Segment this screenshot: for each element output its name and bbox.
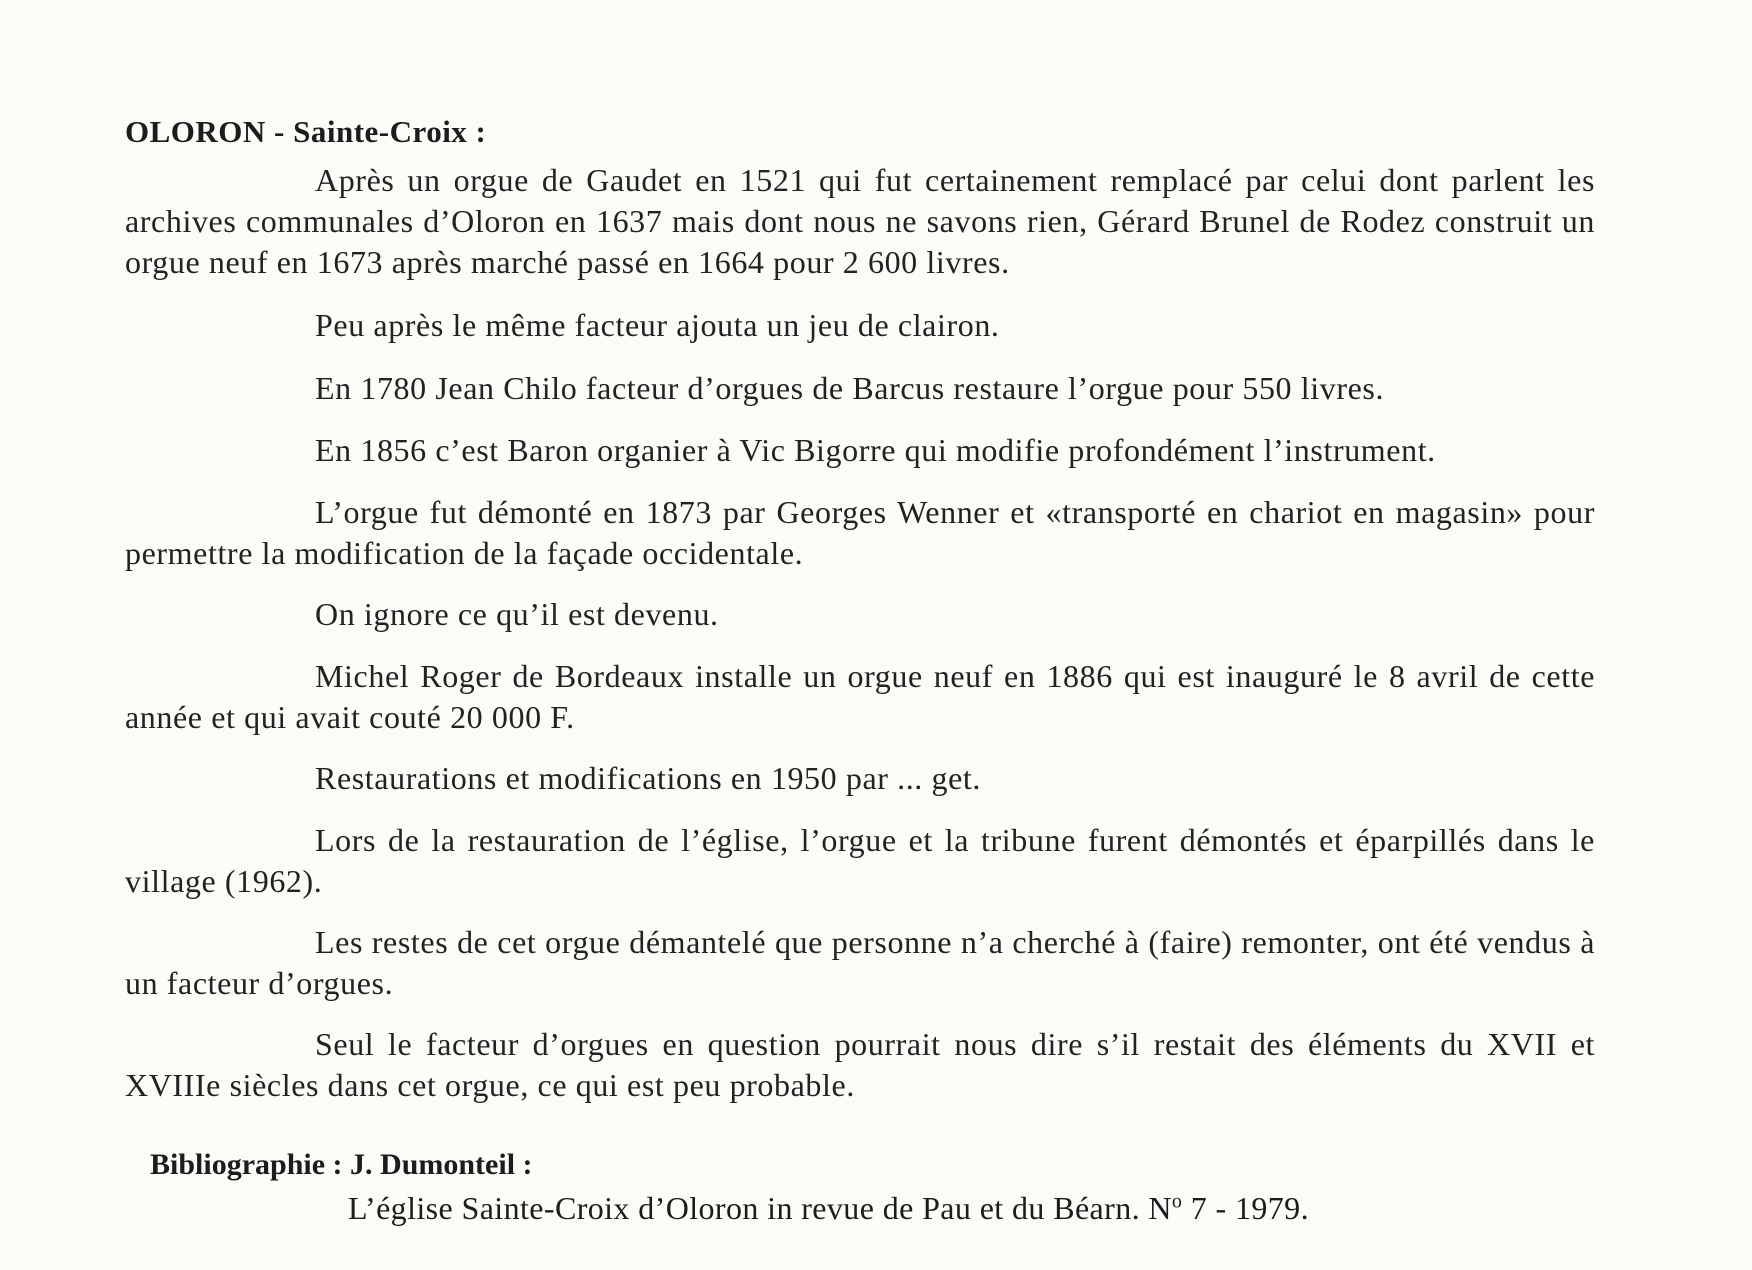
paragraph-4: En 1856 c’est Baron organier à Vic Bigorre qui modifie profondément l’instrument. xyxy=(315,432,1436,468)
bibliography-label: Bibliographie : J. Dumonteil : xyxy=(150,1148,533,1181)
bibliography-reference-text: L’église Sainte-Croix d’Oloron in revue de Pau et du Béarn. N xyxy=(348,1190,1172,1226)
paragraph-6: On ignore ce qu’il est devenu. xyxy=(315,596,719,632)
paragraph-10: Les restes de cet orgue démantelé que personne n’a cherché à (faire) remonter, ont été vendus à un facteur d’orgues. xyxy=(125,924,1595,1001)
paragraph-3: En 1780 Jean Chilo facteur d’orgues de Barcus restaure l’orgue pour 550 livres. xyxy=(315,370,1385,406)
paragraph-11: Seul le facteur d’orgues en question pourrait nous dire s’il restait des éléments du XVII et XVIIIe siècles dans cet orgue, ce qui est peu probable. xyxy=(125,1026,1595,1103)
page-title: OLORON - Sainte-Croix : xyxy=(125,114,487,149)
paragraph-5: L’orgue fut démonté en 1873 par Georges Wenner et «transporté en chariot en magasin» pour permettre la modification de la façade occidentale. xyxy=(125,494,1595,571)
paragraph-7: Michel Roger de Bordeaux installe un orgue neuf en 1886 qui est inauguré le 8 avril de cette année et qui avait couté 20 000 F. xyxy=(125,658,1595,735)
bibliography-reference xyxy=(348,1190,1309,1227)
bibliography-number-superscript: o xyxy=(1171,1190,1183,1213)
paragraph-9: Lors de la restauration de l’église, l’orgue et la tribune furent démontés et éparpillés dans le village (1962). xyxy=(125,822,1595,899)
paragraph-1: Après un orgue de Gaudet en 1521 qui fut certainement remplacé par celui dont parlent les archives communales d’Oloron en 1637 mais dont nous ne savons rien, Gérard Brunel de Rodez construit un orgue neuf en 1673 après marché passé en 1664 pour 2 600 livres. xyxy=(125,162,1595,280)
bibliography-reference-end: 7 - 1979. xyxy=(1182,1190,1309,1226)
paragraph-2: Peu après le même facteur ajouta un jeu de clairon. xyxy=(315,307,1000,343)
paragraph-8: Restaurations et modifications en 1950 par ... get. xyxy=(315,760,982,796)
